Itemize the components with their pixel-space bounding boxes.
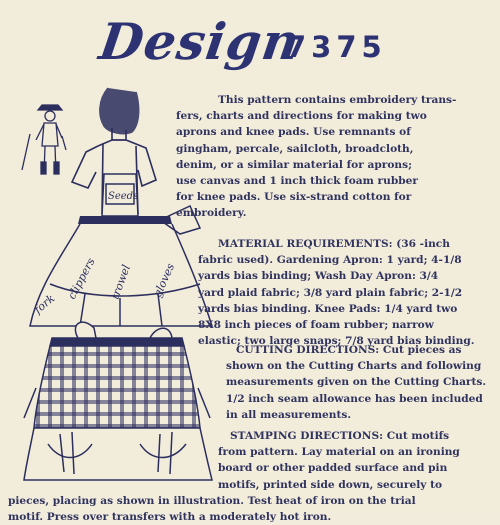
stamping-line: STAMPING DIRECTIONS: Cut motifs <box>230 430 450 442</box>
material-line: 8X8 inch pieces of foam rubber; narrow <box>198 319 434 332</box>
intro-line: gingham, percale, sailcloth, broadcloth, <box>176 142 414 155</box>
material-line: fabric used). Gardening Apron: 1 yard; 4-1/8 <box>198 254 462 267</box>
small-gardener-figure <box>22 105 66 174</box>
clippers-label: clippers <box>65 255 98 302</box>
intro-line: fers, charts and directions for making two <box>176 110 427 123</box>
intro-text <box>176 92 457 222</box>
cutting-line: CUTTING DIRECTIONS: Cut pieces as <box>236 344 462 356</box>
cutting-line: 1/2 inch seam allowance has been included <box>226 392 483 405</box>
material-line: yard plaid fabric; 3/8 yard plain fabric; 2-1/2 <box>198 286 463 299</box>
intro-line: for knee pads. Use six-strand cotton for <box>176 191 412 204</box>
material-requirements <box>198 236 475 349</box>
material-line: yards bias binding. Knee Pads: 1/4 yard two <box>198 302 458 315</box>
fork-label: fork <box>31 291 58 317</box>
stamping-line: board or other padded surface and pin <box>218 462 448 475</box>
pattern-title <box>95 12 430 84</box>
pocket-seeds-text: Seeds <box>108 191 139 202</box>
stamping-line: motifs, printed side down, securely to <box>218 478 443 491</box>
intro-line: denim, or a similar material for aprons; <box>176 158 413 171</box>
apron-waistband <box>78 216 172 224</box>
wash-day-apron <box>24 322 212 480</box>
title-word: Design <box>95 12 304 71</box>
stamping-line: from pattern. Lay material on an ironing <box>218 446 460 459</box>
cutting-directions <box>226 342 487 423</box>
stamping-line: motif. Press over transfers with a moderately hot iron. <box>8 511 332 524</box>
material-line: yards bias binding; Wash Day Apron: 3/4 <box>198 270 439 283</box>
intro-line: use canvas and 1 inch thick foam rubber <box>176 175 418 188</box>
gardening-apron-skirt <box>30 224 212 326</box>
cutting-line: measurements given on the Cutting Charts. <box>226 376 487 389</box>
gloves-label: gloves <box>150 261 178 300</box>
intro-line: This pattern contains embroidery trans- <box>218 94 457 106</box>
cutting-line: shown on the Cutting Charts and following <box>226 360 482 373</box>
pattern-number: 7375 <box>286 30 387 64</box>
material-line: MATERIAL REQUIREMENTS: (36 -inch <box>218 238 450 250</box>
stamping-directions <box>8 428 460 525</box>
intro-line: aprons and knee pads. Use remnants of <box>176 126 411 139</box>
stamping-line: pieces, placing as shown in illustration. Test heat of iron on the trial <box>8 494 416 507</box>
material-line: elastic; two large snaps; 7/8 yard bias binding. <box>198 335 475 348</box>
apron-bib <box>102 174 138 216</box>
cutting-line: in all measurements. <box>226 408 352 421</box>
intro-line: embroidery. <box>176 207 247 220</box>
trowel-label: trowel <box>108 262 134 302</box>
